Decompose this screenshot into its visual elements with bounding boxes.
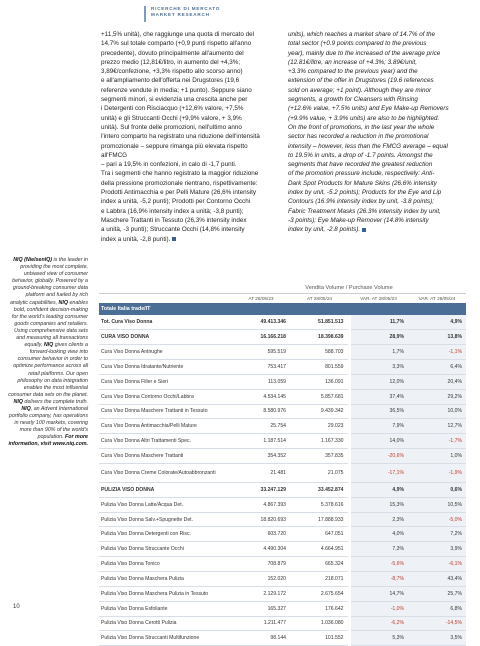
text-line: On the front of promotions, in the last year the whole <box>288 123 435 131</box>
cell-b: 29.023 <box>290 419 349 434</box>
cell-a: 25.754 <box>232 419 290 434</box>
table-row <box>99 586 466 601</box>
header-line-2: MARKET RESEARCH <box>151 12 210 17</box>
sidebar-text: enables bold, confident decision-making for the world's leading consumer goods companies and retailers. Using comprehensive data sets and measuring all transactions equally, <box>11 299 88 349</box>
cell-v1: 14,7% <box>349 586 408 601</box>
text-line: segments, a growth for Cleansers with Rinsing <box>288 96 418 104</box>
cell-v1: 4,0% <box>349 527 408 542</box>
cell-a: 16.166.218 <box>232 330 290 345</box>
cell-v1: 2,3% <box>349 512 408 527</box>
text-line: segments that have recorded the greatest reduction <box>288 161 433 169</box>
cell-v1: -6,2% <box>349 616 408 631</box>
italian-text-column <box>101 30 264 244</box>
cell-name: Cura Viso Donna Idratante/Nutriente <box>99 360 232 375</box>
cell-name: Tot. Cura Viso Donna <box>99 315 232 330</box>
text-line: Dark Spot Products for Mature Skins (26.6% intensity <box>288 179 437 187</box>
cell-name: Pulizia Viso Donna Maschera Pulizia in Tessuto <box>99 586 232 601</box>
cell-v1: 36,5% <box>349 404 408 419</box>
cell-a: 1.211.477 <box>232 616 290 631</box>
cell-v2: 12,7% <box>408 419 466 434</box>
table-row <box>99 463 466 482</box>
text-line: Prodotti Antimacchia e per Pelli Mature (26,6% intensity <box>101 189 257 197</box>
sidebar-niq: NIQ <box>58 299 68 306</box>
cell-name: Cura Viso Donna Antimacchia/Pelli Mature <box>99 419 232 434</box>
text-line: index by unit, -2.8 points). <box>288 225 464 234</box>
table-row <box>99 482 466 497</box>
text-line: 14,7% sul totale comparto (+0,9 punti rispetto all'anno <box>101 40 252 48</box>
cell-name: Pulizia Viso Donna Latte/Acqua Det. <box>99 497 232 512</box>
text-line: 3,89€/confezione, +3,3% rispetto allo scorso anno) <box>101 68 243 76</box>
text-line: Tra i segmenti che hanno registrato la maggior riduzione <box>101 170 259 178</box>
text-line: e all'ampliamento dell'offerta nei Drugstores (19,6 <box>101 77 240 85</box>
cell-name: Pulizia Viso Donna Maschera Pulizia <box>99 572 232 587</box>
cell-b: 5.857.681 <box>290 389 349 404</box>
table-row <box>99 419 466 434</box>
table-row <box>99 315 466 330</box>
table-row <box>99 389 466 404</box>
cell-v1: 5,3% <box>349 631 408 646</box>
cell-b: 1.167.330 <box>290 434 349 449</box>
text-line: sector has recorded a reduction in the promotional <box>288 133 429 141</box>
cell-b: 101.552 <box>290 631 349 646</box>
cell-a: 33.247.129 <box>232 482 290 497</box>
cell-v1: 3,3% <box>349 360 408 375</box>
cell-name: Pulizia Viso Donna Struccante Occhi <box>99 542 232 557</box>
cell-v2: -14,5% <box>408 616 466 631</box>
sidebar-footer: For more information, visit www.niq.com. <box>8 434 88 448</box>
sidebar-niq: NIQ <box>13 398 23 405</box>
sidebar-intro-bold: NIQ (NielsenIQ) <box>13 257 53 263</box>
table-row <box>99 572 466 587</box>
table-row <box>99 434 466 449</box>
cell-a: 354.352 <box>232 449 290 464</box>
cell-v2: -1,1% <box>408 345 466 360</box>
cell-a: 152.020 <box>232 572 290 587</box>
text-line: l'intero comparto ha registrato una riduzione dell'intensità <box>101 133 260 141</box>
cell-b: 1.036.080 <box>290 616 349 631</box>
cell-v2: 43,4% <box>408 572 466 587</box>
cell-a: 21.481 <box>232 463 290 482</box>
cell-a: 753.417 <box>232 360 290 375</box>
cell-v2: 1,0% <box>408 449 466 464</box>
cell-a: 18.820.693 <box>232 512 290 527</box>
cell-v1: -8,7% <box>349 572 408 587</box>
cell-a: 113.059 <box>232 374 290 389</box>
cell-b: 176.642 <box>290 601 349 616</box>
section-header <box>144 6 234 22</box>
cell-b: 647.051 <box>290 527 349 542</box>
table-row <box>99 631 466 646</box>
cell-name: Cura Viso Donna Maschere Trattanti <box>99 449 232 464</box>
cell-name: Pulizia Viso Donna Salv.+Spugnette Det. <box>99 512 232 527</box>
cell-v1: -5,6% <box>349 557 408 572</box>
cell-v2: 10,5% <box>408 497 466 512</box>
cell-a: 595.519 <box>232 345 290 360</box>
end-marker-icon <box>172 237 176 241</box>
cell-name: CURA VISO DONNA <box>99 330 232 345</box>
text-line: Fabric Treatment Masks (26.3% intensity index by unit, <box>288 207 441 215</box>
table-row <box>99 601 466 616</box>
sidebar-text: , an Advent International portfolio company, has operations in nearly 100 markets, covering more than 90% of the world's population. <box>8 405 88 441</box>
cell-v2: -1,9% <box>408 463 466 482</box>
text-line: e Labbra (16,9% intensity index a unità; -3,8 punti); <box>101 207 244 215</box>
cell-name: Pulizia Viso Donna Tonico <box>99 557 232 572</box>
cell-a: 49.413.346 <box>232 315 290 330</box>
cell-v1: 7,3% <box>349 542 408 557</box>
sidebar-text: gives clients a forward-looking view into consumer behavior in order to optimize performance across all retail platforms. Our open philosophy on data integration enables the most influential consumer data sets on the planet. <box>8 342 88 398</box>
text-line: total sector (+0.9 points compared to the previous <box>288 40 427 48</box>
text-line: units), which reaches a market share of 14.7% of the <box>288 31 436 38</box>
text-line: prezzo medio (12,81€/litro, in aumento del +4,3%; <box>101 58 241 66</box>
cell-a: 1.187.514 <box>232 434 290 449</box>
cell-name: Cura Viso Donna Contorno Occhi/Labbra <box>99 389 232 404</box>
text-line: (+9.9% value, + 3.9% units) are also to be highlighted. <box>288 114 440 122</box>
cell-v2: 3,5% <box>408 631 466 646</box>
text-line: (12.81€/litre, an increase of +4.3%; 3.89€/unit, <box>288 58 417 66</box>
cell-b: 5.378.616 <box>290 497 349 512</box>
cell-name: Cura Viso Donna Filler e Sieri <box>99 374 232 389</box>
column-header <box>99 293 232 303</box>
cell-a: 4.490.304 <box>232 542 290 557</box>
sidebar-text: delivers the complete truth. <box>22 398 88 405</box>
cell-v1: -20,6% <box>349 449 408 464</box>
text-line: precedente), dovuto principalmente all'aumento del <box>101 49 244 57</box>
table-row <box>99 330 466 345</box>
sidebar-intro: is the leader in providing the most complete, unbiased view of consumer behavior, globally. Powered by a ground-breaking consumer data platform and fueled by rich analytic capabilities, <box>9 257 88 306</box>
cell-v2: -5,0% <box>408 512 466 527</box>
cell-b: 4.664.951 <box>290 542 349 557</box>
table-row <box>99 404 466 419</box>
cell-b: 665.324 <box>290 557 349 572</box>
cell-a: 4.534.145 <box>232 389 290 404</box>
cell-b: 21.075 <box>290 463 349 482</box>
cell-a: 603.720 <box>232 527 290 542</box>
text-line: unità). Sul fronte delle promozioni, nell'ultimo anno <box>101 123 242 131</box>
cell-v1: 15,3% <box>349 497 408 512</box>
cell-v2: 25,7% <box>408 586 466 601</box>
cell-a: 165.327 <box>232 601 290 616</box>
table-row <box>99 512 466 527</box>
cell-v1: 28,9% <box>349 330 408 345</box>
table-title: Vendita Volume / Purchase Volume <box>232 284 466 293</box>
purchase-volume-table <box>99 284 466 646</box>
cell-b: 33.452.874 <box>290 482 349 497</box>
cell-b: 218.071 <box>290 572 349 587</box>
cell-v2: 6,8% <box>408 601 466 616</box>
cell-name: Cura Viso Donna Altri Trattamenti Spec. <box>99 434 232 449</box>
text-line: to 19.5% in units, a drop of -1.7 points. Amongst the <box>288 151 433 159</box>
text-line: sold on average; +1 point). Although they are minor <box>288 86 432 94</box>
cell-b: 136.091 <box>290 374 349 389</box>
text-line: Contours (16.9% intensity index by unit, -3.8 points); <box>288 198 434 206</box>
text-line: of the promotion pressure include, respectively: Anti- <box>288 170 435 178</box>
cell-a: 708.879 <box>232 557 290 572</box>
text-line: unità) e gli Struccanti Occhi (+9,9% valore, + 3,9% <box>101 114 242 122</box>
niq-sidebar <box>7 257 88 449</box>
text-line: -3 points); Eye Make-up Remover (14.8% intensity <box>288 216 429 224</box>
text-line: index a unità, -2,8 punti). <box>101 235 264 244</box>
table-row <box>99 449 466 464</box>
cell-v1: 14,0% <box>349 434 408 449</box>
text-line: intensity – however, less than the FMCG average – equal <box>288 142 448 150</box>
text-line: +3.3% compared to the previous year) and the <box>288 68 418 76</box>
cell-name: Pulizia Viso Donna Esfoliante <box>99 601 232 616</box>
cell-a: 8.580.976 <box>232 404 290 419</box>
cell-b: 17.888.933 <box>290 512 349 527</box>
cell-v1: 37,4% <box>349 389 408 404</box>
text-line: year), mainly due to the increased of the average price <box>288 49 441 57</box>
cell-v2: -6,1% <box>408 557 466 572</box>
text-line: – pari a 19,5% in confezioni, in calo di -1,7 punti. <box>101 161 237 169</box>
cell-b: 18.398.639 <box>290 330 349 345</box>
table-row <box>99 374 466 389</box>
text-line: Maschere Trattanti in Tessuto (26,3% intensity index <box>101 216 247 224</box>
english-text-column <box>288 30 464 235</box>
cell-v1: 11,7% <box>349 315 408 330</box>
cell-v2: 13,8% <box>408 330 466 345</box>
text-line: index by unit, -5.2 points); Products for the Eye and Lip <box>288 189 442 197</box>
cell-name: Cura Viso Donna Creme Colorate/Autoabbronzanti <box>99 463 232 482</box>
column-header: AT 28/05/24 <box>306 295 333 301</box>
table-row <box>99 527 466 542</box>
cell-name: Cura Viso Donna Antirughe <box>99 345 232 360</box>
table-row <box>99 345 466 360</box>
cell-b: 357.835 <box>290 449 349 464</box>
end-marker-icon <box>362 228 366 232</box>
cell-v1: 7,9% <box>349 419 408 434</box>
text-line: extension of the offer in Drugstores (19.6 references <box>288 77 434 85</box>
table-row <box>99 497 466 512</box>
cell-a: 4.867.393 <box>232 497 290 512</box>
cell-a: 2.129.172 <box>232 586 290 601</box>
cell-v2: 6,4% <box>408 360 466 375</box>
cell-name: Pulizia Viso Donna Struccanti Multifunzione <box>99 631 232 646</box>
cell-name: Pulizia Viso Donna Detergenti con Risc. <box>99 527 232 542</box>
text-line: referenze vendute in media; +1 punto). Seppure siano <box>101 86 252 94</box>
cell-name: Pulizia Viso Donna Cerotti Pulizia <box>99 616 232 631</box>
sidebar-niq: NIQ <box>21 405 31 412</box>
cell-v1: 1,7% <box>349 345 408 360</box>
table-row <box>99 616 466 631</box>
header-line-1: RICERCHE DI MERCATO <box>151 6 221 11</box>
cell-v2: 20,4% <box>408 374 466 389</box>
cell-v1: -1,0% <box>349 601 408 616</box>
sidebar-niq: NIQ <box>43 342 54 349</box>
text-line: promozionale – seppure rimanga più elevata rispetto all'FMCG <box>101 142 248 159</box>
table-band: Totale Italia trade/IT <box>99 303 466 315</box>
cell-v2: -1,7% <box>408 434 466 449</box>
cell-v2: 10,0% <box>408 404 466 419</box>
cell-b: 801.559 <box>290 360 349 375</box>
text-line: i Detergenti con Risciacquo (+12,6% valore, +7,5% <box>101 105 244 113</box>
column-header: VAR. AT 28/05/24 <box>418 295 456 301</box>
column-header: AT 28/05/23 <box>248 295 274 301</box>
cell-v2: 0,6% <box>408 482 466 497</box>
column-header: VAR. AT 28/05/23 <box>360 295 397 301</box>
text-line: index a unità, -5,2 punti); Prodotti per Contorno Occhi <box>101 198 251 206</box>
cell-v1: 12,0% <box>349 374 408 389</box>
text-line: (+12.6% value, +7.5% units) and Eye Make-up Removers <box>288 105 449 113</box>
cell-v2: 29,2% <box>408 389 466 404</box>
cell-b: 9.439.342 <box>290 404 349 419</box>
table-row <box>99 542 466 557</box>
text-line: della pressione promozionale rientrano, rispettivamente: <box>101 179 258 187</box>
page-number: 10 <box>13 604 20 610</box>
cell-b: 51.851.513 <box>290 315 349 330</box>
text-line: a unità, -3 punti); Struccante Occhi (14,8% intensity <box>101 226 245 234</box>
cell-b: 588.703 <box>290 345 349 360</box>
cell-name: Cura Viso Donna Maschere Trattanti in Tessuto <box>99 404 232 419</box>
text-line: +11,5% unità), che raggiunge una quota di mercato del <box>101 31 255 38</box>
cell-b: 2.675.654 <box>290 586 349 601</box>
cell-name: PULIZIA VISO DONNA <box>99 482 232 497</box>
cell-v1: -17,1% <box>349 463 408 482</box>
cell-v1: 4,9% <box>349 482 408 497</box>
table-row <box>99 360 466 375</box>
cell-v2: 7,2% <box>408 527 466 542</box>
table-row <box>99 557 466 572</box>
cell-a: 98.144 <box>232 631 290 646</box>
cell-v2: 4,9% <box>408 315 466 330</box>
text-line: segmenti minori, si evidenzia una crescita anche per <box>101 96 248 104</box>
cell-v2: 3,9% <box>408 542 466 557</box>
